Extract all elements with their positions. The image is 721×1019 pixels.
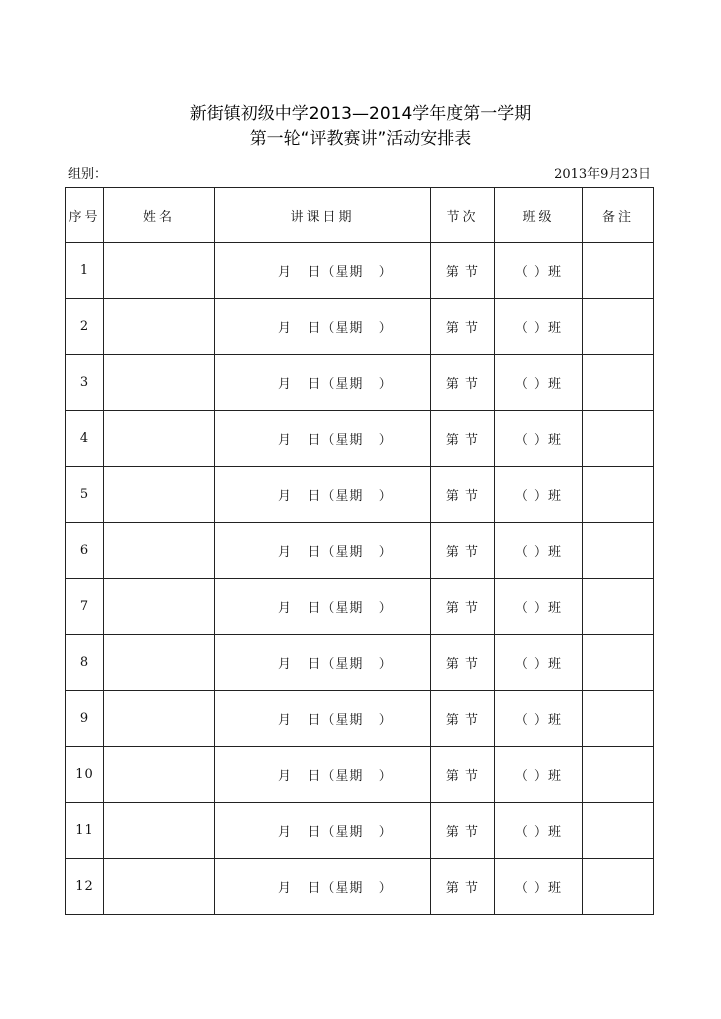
name-cell[interactable] <box>104 747 215 803</box>
row-index: 4 <box>66 411 104 467</box>
table-row <box>66 355 654 411</box>
note-cell[interactable] <box>583 355 654 411</box>
header-period: 节次 <box>431 188 495 243</box>
period-cell: 第 节 <box>431 299 495 355</box>
note-cell[interactable] <box>583 243 654 299</box>
note-cell[interactable] <box>583 859 654 915</box>
schedule-table <box>65 187 654 915</box>
name-cell[interactable] <box>104 691 215 747</box>
class-cell: （ ）班 <box>495 747 583 803</box>
class-cell: （ ）班 <box>495 411 583 467</box>
note-cell[interactable] <box>583 635 654 691</box>
date-cell: 月 日（星期 ） <box>215 859 431 915</box>
name-cell[interactable] <box>104 467 215 523</box>
table-header-row <box>66 188 654 243</box>
table-row <box>66 467 654 523</box>
name-cell[interactable] <box>104 635 215 691</box>
class-cell: （ ）班 <box>495 579 583 635</box>
row-index: 11 <box>66 803 104 859</box>
row-index: 12 <box>66 859 104 915</box>
table-row <box>66 803 654 859</box>
row-index: 2 <box>66 299 104 355</box>
name-cell[interactable] <box>104 355 215 411</box>
note-cell[interactable] <box>583 411 654 467</box>
class-cell: （ ）班 <box>495 691 583 747</box>
document-subtitle: 第一轮“评教赛讲”活动安排表 <box>249 129 472 149</box>
period-cell: 第 节 <box>431 691 495 747</box>
period-cell: 第 节 <box>431 803 495 859</box>
table-row <box>66 299 654 355</box>
name-cell[interactable] <box>104 859 215 915</box>
date-cell: 月 日（星期 ） <box>215 635 431 691</box>
table-row <box>66 411 654 467</box>
header-date: 讲课日期 <box>215 188 431 243</box>
class-cell: （ ）班 <box>495 243 583 299</box>
header-class: 班级 <box>495 188 583 243</box>
row-index: 8 <box>66 635 104 691</box>
date-cell: 月 日（星期 ） <box>215 355 431 411</box>
table-row <box>66 747 654 803</box>
group-label: 组别： <box>68 167 108 182</box>
table-row <box>66 859 654 915</box>
date-cell: 月 日（星期 ） <box>215 467 431 523</box>
date-cell: 月 日（星期 ） <box>215 523 431 579</box>
header-note: 备注 <box>583 188 654 243</box>
period-cell: 第 节 <box>431 859 495 915</box>
note-cell[interactable] <box>583 579 654 635</box>
date-cell: 月 日（星期 ） <box>215 691 431 747</box>
document-title: 新街镇初级中学2013—2014学年度第一学期 <box>189 104 532 124</box>
period-cell: 第 节 <box>431 635 495 691</box>
row-index: 1 <box>66 243 104 299</box>
row-index: 10 <box>66 747 104 803</box>
note-cell[interactable] <box>583 691 654 747</box>
note-cell[interactable] <box>583 299 654 355</box>
class-cell: （ ）班 <box>495 635 583 691</box>
date-cell: 月 日（星期 ） <box>215 299 431 355</box>
note-cell[interactable] <box>583 803 654 859</box>
name-cell[interactable] <box>104 523 215 579</box>
date-cell: 月 日（星期 ） <box>215 579 431 635</box>
period-cell: 第 节 <box>431 411 495 467</box>
name-cell[interactable] <box>104 579 215 635</box>
class-cell: （ ）班 <box>495 859 583 915</box>
class-cell: （ ）班 <box>495 299 583 355</box>
table-row <box>66 691 654 747</box>
row-index: 6 <box>66 523 104 579</box>
name-cell[interactable] <box>104 299 215 355</box>
period-cell: 第 节 <box>431 523 495 579</box>
date-cell: 月 日（星期 ） <box>215 411 431 467</box>
class-cell: （ ）班 <box>495 803 583 859</box>
class-cell: （ ）班 <box>495 523 583 579</box>
date-cell: 月 日（星期 ） <box>215 803 431 859</box>
name-cell[interactable] <box>104 803 215 859</box>
date-cell: 月 日（星期 ） <box>215 243 431 299</box>
note-cell[interactable] <box>583 523 654 579</box>
header-index: 序号 <box>66 188 104 243</box>
class-cell: （ ）班 <box>495 355 583 411</box>
note-cell[interactable] <box>583 467 654 523</box>
table-row <box>66 523 654 579</box>
row-index: 7 <box>66 579 104 635</box>
note-cell[interactable] <box>583 747 654 803</box>
row-index: 3 <box>66 355 104 411</box>
date-cell: 月 日（星期 ） <box>215 747 431 803</box>
period-cell: 第 节 <box>431 355 495 411</box>
name-cell[interactable] <box>104 243 215 299</box>
row-index: 9 <box>66 691 104 747</box>
table-row <box>66 243 654 299</box>
header-name: 姓名 <box>104 188 215 243</box>
row-index: 5 <box>66 467 104 523</box>
period-cell: 第 节 <box>431 243 495 299</box>
name-cell[interactable] <box>104 411 215 467</box>
table-row <box>66 635 654 691</box>
table-row <box>66 579 654 635</box>
document-date: 2013年9月23日 <box>554 167 651 182</box>
period-cell: 第 节 <box>431 467 495 523</box>
period-cell: 第 节 <box>431 579 495 635</box>
period-cell: 第 节 <box>431 747 495 803</box>
class-cell: （ ）班 <box>495 467 583 523</box>
